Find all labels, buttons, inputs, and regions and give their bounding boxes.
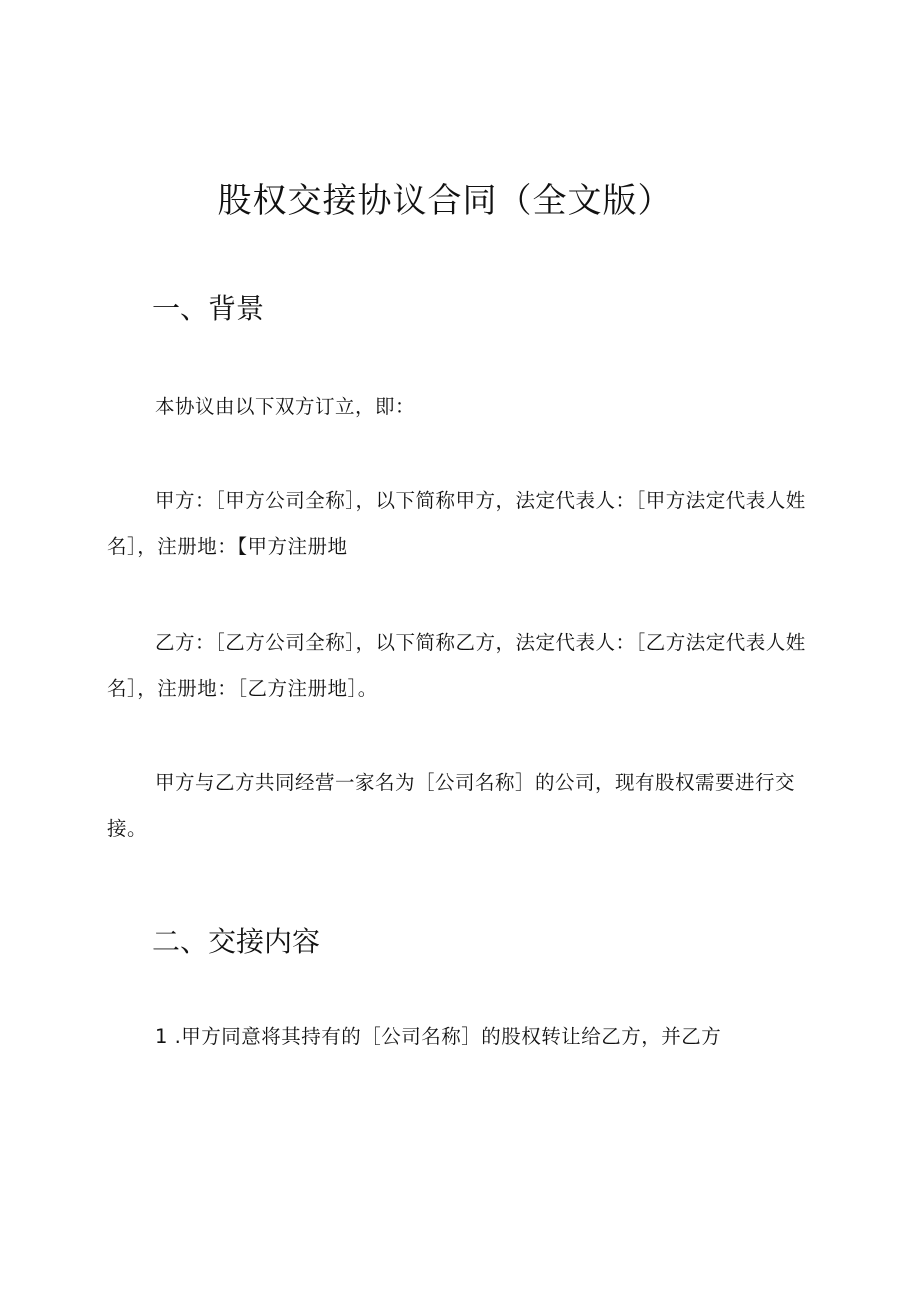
paragraph-clause-1: 1 .甲方同意将其持有的［公司名称］的股权转让给乙方，并乙方 [155, 1025, 722, 1048]
paragraph-intro: 本协议由以下双方订立，即： [155, 395, 416, 418]
section-heading-background: 一、背景 [152, 292, 265, 325]
paragraph-party-b: 乙方：［乙方公司全称］，以下简称乙方，法定代表人：［乙方法定代表人姓名］，注册地：［乙方注册地］。 [107, 631, 806, 700]
paragraph-party-a: 甲方：［甲方公司全称］，以下简称甲方，法定代表人：［甲方法定代表人姓名］，注册地：【甲方注册地 [107, 489, 806, 558]
document-title: 股权交接协议合同（全文版） [217, 181, 673, 221]
section-heading-handover: 二、交接内容 [152, 925, 321, 958]
paragraph-company: 甲方与乙方共同经营一家名为［公司名称］的公司，现有股权需要进行交接。 [107, 771, 796, 840]
